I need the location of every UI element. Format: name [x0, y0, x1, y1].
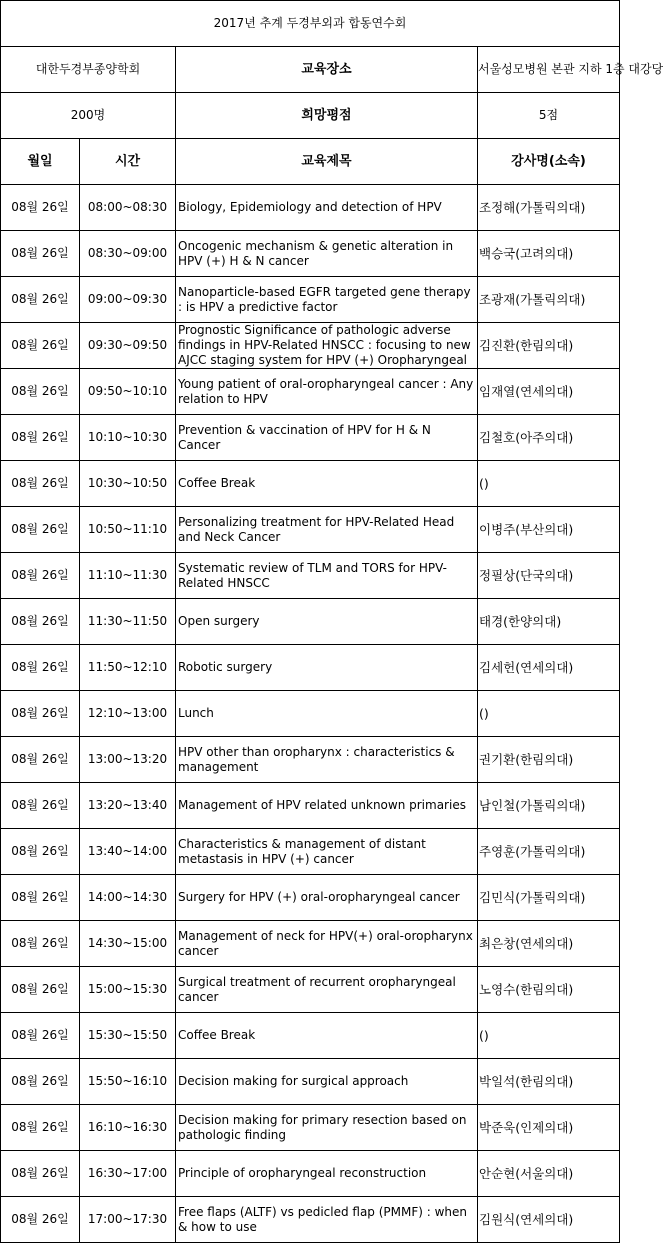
row-time: 15:50~16:10 [87, 1074, 168, 1088]
table-row [1, 553, 620, 599]
row-speaker: 남인철(가톨릭의대) [479, 798, 586, 813]
row-speaker: 정필상(단국의대) [479, 568, 574, 583]
venue-label: 교육장소 [176, 47, 478, 93]
row-time: 17:00~17:30 [87, 1212, 168, 1226]
row-date: 08월 26일 [11, 1028, 69, 1042]
row-topic: Management of HPV related unknown primaries [178, 798, 466, 812]
capacity: 200명 [1, 93, 176, 139]
row-speaker: () [479, 706, 489, 721]
row-time: 08:00~08:30 [87, 200, 168, 214]
table-row [1, 1197, 620, 1243]
points-label: 희망평점 [176, 93, 478, 139]
row-date: 08월 26일 [11, 522, 69, 536]
row-topic: Robotic surgery [178, 660, 273, 674]
row-topic: Coffee Break [178, 1028, 256, 1042]
row-speaker: 조정해(가톨릭의대) [479, 200, 586, 215]
table-row [1, 185, 620, 231]
row-time: 13:00~13:20 [87, 752, 168, 766]
row-topic: Lunch [178, 706, 214, 720]
row-speaker: 조광재(가톨릭의대) [479, 292, 586, 307]
row-topic: Free flaps (ALTF) vs pedicled flap (PMMF) : when & how to use [178, 1204, 468, 1234]
table-row [1, 323, 620, 369]
table-row [1, 783, 620, 829]
row-date: 08월 26일 [11, 798, 69, 812]
row-topic: Coffee Break [178, 476, 256, 490]
row-date: 08월 26일 [11, 1166, 69, 1180]
header-time: 시간 [80, 139, 176, 185]
row-speaker: () [479, 1028, 489, 1043]
row-speaker: 김원식(연세의대) [479, 1212, 574, 1227]
row-speaker: 백승국(고려의대) [479, 246, 574, 261]
row-time: 08:30~09:00 [87, 246, 168, 260]
header-speaker: 강사명(소속) [478, 139, 620, 185]
row-topic: Management of neck for HPV(+) oral-oropharynx cancer [178, 928, 473, 958]
row-date: 08월 26일 [11, 430, 69, 444]
row-time: 10:30~10:50 [87, 476, 168, 490]
row-speaker: () [479, 476, 489, 491]
row-speaker: 김진환(한림의대) [479, 338, 574, 353]
row-speaker: 권기환(한림의대) [479, 752, 574, 767]
row-time: 14:30~15:00 [87, 936, 168, 950]
table-row [1, 1059, 620, 1105]
row-speaker: 김세헌(연세의대) [479, 660, 574, 675]
table-row [1, 1151, 620, 1197]
row-topic: Prognostic Significance of pathologic adverse findings in HPV-Related HNSCC : focusing to new AJCC staging system for HPV (+) Oropharyngeal [178, 323, 471, 367]
row-date: 08월 26일 [11, 384, 69, 398]
row-topic: Oncogenic mechanism & genetic alteration in HPV (+) H & N cancer [178, 238, 454, 268]
table-row [1, 1105, 620, 1151]
row-topic: Biology, Epidemiology and detection of HPV [178, 200, 442, 214]
row-date: 08월 26일 [11, 292, 69, 306]
table-row [1, 277, 620, 323]
row-date: 08월 26일 [11, 568, 69, 582]
row-topic: Decision making for primary resection based on pathologic finding [178, 1112, 467, 1142]
row-topic: HPV other than oropharynx : characteristics & management [178, 744, 455, 774]
row-topic: Decision making for surgical approach [178, 1074, 409, 1088]
row-date: 08월 26일 [11, 752, 69, 766]
table-row [1, 967, 620, 1013]
row-speaker: 김철호(아주의대) [479, 430, 574, 445]
venue: 서울성모병원 본관 지하 1층 대강당 [478, 47, 620, 93]
table-row [1, 691, 620, 737]
schedule-body [1, 1, 663, 1243]
row-date: 08월 26일 [11, 338, 69, 352]
row-date: 08월 26일 [11, 1120, 69, 1134]
header-month-day: 월일 [1, 139, 80, 185]
row-speaker: 태경(한양의대) [479, 614, 562, 629]
row-speaker: 주영훈(가톨릭의대) [479, 844, 586, 859]
table-row [1, 599, 620, 645]
row-time: 09:50~10:10 [87, 384, 168, 398]
table-row [1, 645, 620, 691]
row-time: 09:30~09:50 [87, 338, 168, 352]
row-speaker: 안순현(서울의대) [479, 1166, 574, 1181]
row-date: 08월 26일 [11, 936, 69, 950]
row-time: 15:30~15:50 [87, 1028, 168, 1042]
row-time: 10:10~10:30 [87, 430, 168, 444]
row-time: 14:00~14:30 [87, 890, 168, 904]
row-topic: Principle of oropharyngeal reconstruction [178, 1166, 427, 1180]
row-time: 16:10~16:30 [87, 1120, 168, 1134]
row-topic: Prevention & vaccination of HPV for H & N Cancer [178, 422, 431, 452]
row-topic: Systematic review of TLM and TORS for HPV-Related HNSCC [178, 560, 447, 590]
row-date: 08월 26일 [11, 844, 69, 858]
table-row [1, 369, 620, 415]
row-time: 13:40~14:00 [87, 844, 168, 858]
row-date: 08월 26일 [11, 706, 69, 720]
table-row [1, 921, 620, 967]
row-date: 08월 26일 [11, 982, 69, 996]
row-topic: Characteristics & management of distant metastasis in HPV (+) cancer [178, 836, 426, 866]
row-speaker: 최은창(연세의대) [479, 936, 574, 951]
table-row [1, 875, 620, 921]
table-row [1, 461, 620, 507]
row-speaker: 박준욱(인제의대) [479, 1120, 574, 1135]
row-date: 08월 26일 [11, 660, 69, 674]
header-topic: 교육제목 [176, 139, 478, 185]
row-date: 08월 26일 [11, 890, 69, 904]
row-time: 11:30~11:50 [87, 614, 168, 628]
row-time: 12:10~13:00 [87, 706, 168, 720]
points: 5점 [478, 93, 620, 139]
row-speaker: 임재열(연세의대) [479, 384, 574, 399]
row-date: 08월 26일 [11, 1212, 69, 1226]
row-topic: Nanoparticle-based EGFR targeted gene therapy : is HPV a predictive factor [178, 284, 471, 314]
row-topic: Surgery for HPV (+) oral-oropharyngeal cancer [178, 890, 460, 904]
table-row [1, 231, 620, 277]
row-time: 10:50~11:10 [87, 522, 168, 536]
organizer: 대한두경부종양학회 [1, 47, 176, 93]
row-speaker: 이병주(부산의대) [479, 522, 574, 537]
table-row [1, 829, 620, 875]
row-topic: Personalizing treatment for HPV-Related Head and Neck Cancer [178, 514, 455, 544]
row-speaker: 김민식(가톨릭의대) [479, 890, 586, 905]
row-time: 11:10~11:30 [87, 568, 168, 582]
row-time: 09:00~09:30 [87, 292, 168, 306]
table-row [1, 507, 620, 553]
row-topic: Young patient of oral-oropharyngeal cancer : Any relation to HPV [178, 376, 474, 406]
row-date: 08월 26일 [11, 1074, 69, 1088]
table-row [1, 1013, 620, 1059]
course-title: 2017년 추계 두경부외과 합동연수회 [1, 1, 620, 47]
row-topic: Open surgery [178, 614, 260, 628]
row-speaker: 박일석(한림의대) [479, 1074, 574, 1089]
row-time: 11:50~12:10 [87, 660, 168, 674]
row-time: 15:00~15:30 [87, 982, 168, 996]
row-time: 13:20~13:40 [87, 798, 168, 812]
row-date: 08월 26일 [11, 246, 69, 260]
row-time: 16:30~17:00 [87, 1166, 168, 1180]
table-row [1, 415, 620, 461]
row-date: 08월 26일 [11, 476, 69, 490]
row-topic: Surgical treatment of recurrent oropharyngeal cancer [178, 974, 456, 1004]
row-date: 08월 26일 [11, 200, 69, 214]
row-date: 08월 26일 [11, 614, 69, 628]
table-row [1, 737, 620, 783]
row-speaker: 노영수(한림의대) [479, 982, 574, 997]
